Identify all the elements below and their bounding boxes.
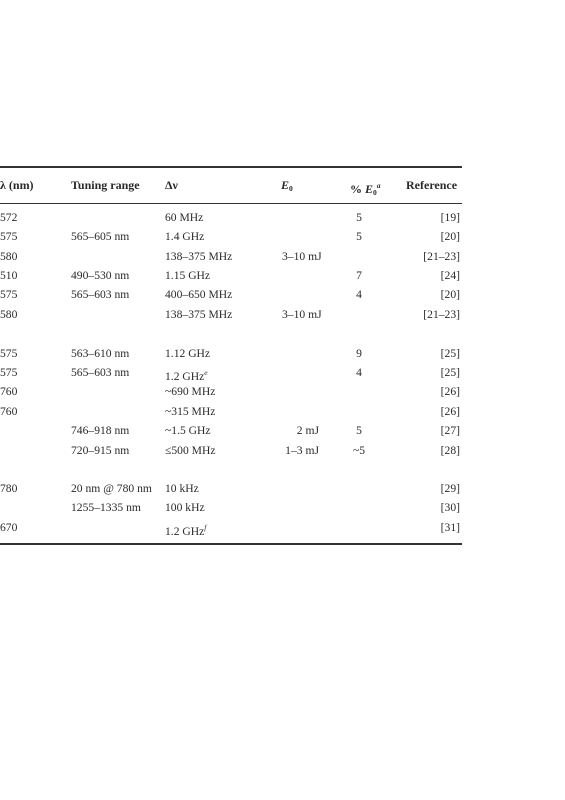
table-row	[0, 479, 462, 498]
cell-tuning-range: 563–610 nm	[71, 347, 130, 360]
cell-linewidth: 60 MHz	[165, 211, 204, 224]
table-row	[0, 208, 462, 227]
cell-linewidth: ≤500 MHz	[165, 444, 216, 457]
cell-wavelength: 510	[0, 269, 18, 282]
cell-pulse-energy: 3–10 mJ	[282, 308, 322, 321]
table-row	[0, 363, 462, 382]
cell-tuning-range: 565–605 nm	[71, 230, 130, 243]
cell-percent-energy: 4	[356, 288, 362, 301]
cell-percent-energy: 5	[356, 424, 362, 437]
table-row	[0, 441, 462, 460]
cell-wavelength: 572	[0, 211, 18, 224]
cell-reference: [20]	[440, 230, 460, 243]
cell-linewidth: 10 kHz	[165, 482, 199, 495]
cell-linewidth: 138–375 MHz	[165, 250, 233, 263]
cell-tuning-range: 490–530 nm	[71, 269, 130, 282]
cell-linewidth-footnote: f	[204, 523, 207, 532]
cell-percent-energy: 5	[356, 211, 362, 224]
cell-wavelength: 760	[0, 385, 18, 398]
cell-reference: [26]	[440, 385, 460, 398]
cell-linewidth: 138–375 MHz	[165, 308, 233, 321]
cell-reference: [24]	[440, 269, 460, 282]
cell-percent-energy: 4	[356, 366, 362, 379]
table-row	[0, 402, 462, 421]
cell-wavelength: 580	[0, 250, 18, 263]
cell-pulse-energy: 3–10 mJ	[282, 250, 322, 263]
header-pulse-energy-subscript: 0	[289, 184, 293, 193]
table-row	[0, 382, 462, 401]
table-bottom-rule	[0, 543, 462, 545]
cell-pulse-energy: 2 mJ	[296, 424, 319, 437]
cell-reference: [31]	[440, 521, 460, 534]
header-tuning-range: Tuning range	[71, 178, 140, 192]
cell-linewidth: 1.2 GHz	[165, 525, 205, 538]
header-pulse-energy	[281, 176, 293, 198]
cell-percent-energy: 9	[356, 347, 362, 360]
cell-wavelength: 575	[0, 366, 18, 379]
table-row	[0, 305, 462, 324]
cell-wavelength: 780	[0, 482, 18, 495]
header-percent-sign: %	[350, 182, 365, 196]
table-header	[0, 176, 462, 195]
cell-linewidth: 1.12 GHz	[165, 347, 211, 360]
header-percent-energy-footnote: a	[376, 181, 381, 190]
cell-wavelength: 575	[0, 347, 18, 360]
header-wavelength: λ (nm)	[0, 178, 34, 192]
cell-pulse-energy: 1–3 mJ	[285, 444, 319, 457]
cell-linewidth: ~690 MHz	[165, 385, 216, 398]
table-top-rule	[0, 166, 462, 168]
header-percent-energy-symbol: E	[365, 182, 374, 196]
cell-linewidth: 1.15 GHz	[165, 269, 211, 282]
header-linewidth: Δν	[165, 178, 178, 192]
cell-wavelength: 575	[0, 288, 18, 301]
cell-wavelength: 580	[0, 308, 18, 321]
cell-reference: [20]	[440, 288, 460, 301]
cell-wavelength: 670	[0, 521, 18, 534]
cell-wavelength: 575	[0, 230, 18, 243]
table-row	[0, 344, 462, 363]
cell-tuning-range: 565–603 nm	[71, 288, 130, 301]
cell-tuning-range: 746–918 nm	[71, 424, 130, 437]
cell-linewidth: 1.4 GHz	[165, 230, 205, 243]
cell-linewidth: ~315 MHz	[165, 405, 216, 418]
header-reference: Reference	[406, 178, 458, 192]
header-percent-energy-subscript: 0	[373, 188, 377, 197]
cell-linewidth-wrap	[165, 518, 206, 541]
table-row	[0, 285, 462, 304]
table-row	[0, 266, 462, 285]
cell-percent-energy: 7	[356, 269, 362, 282]
cell-linewidth: 1.2 GHz	[165, 370, 205, 383]
cell-linewidth: ~1.5 GHz	[165, 424, 211, 437]
cell-tuning-range: 20 nm @ 780 nm	[71, 482, 152, 495]
cell-reference: [29]	[440, 482, 460, 495]
table-row	[0, 227, 462, 246]
cell-percent-energy: ~5	[352, 444, 366, 457]
cell-percent-energy: 5	[356, 230, 362, 243]
cell-reference: [28]	[440, 444, 460, 457]
cell-reference: [25]	[440, 347, 460, 360]
table-header-rule	[0, 203, 462, 204]
cell-tuning-range: 1255–1335 nm	[71, 501, 141, 514]
table-row	[0, 518, 462, 537]
cell-reference: [26]	[440, 405, 460, 418]
cell-reference: [21–23]	[423, 250, 460, 263]
cell-wavelength: 760	[0, 405, 18, 418]
header-pulse-energy-symbol: E	[281, 178, 290, 192]
table-row	[0, 247, 462, 266]
cell-linewidth: 400–650 MHz	[165, 288, 233, 301]
cell-tuning-range: 720–915 nm	[71, 444, 130, 457]
cell-reference: [25]	[440, 366, 460, 379]
cell-reference: [19]	[440, 211, 460, 224]
cell-tuning-range: 565–603 nm	[71, 366, 130, 379]
table-row	[0, 498, 462, 517]
table-row	[0, 421, 462, 440]
cell-linewidth-footnote: e	[204, 368, 208, 377]
cell-reference: [21–23]	[423, 308, 460, 321]
cell-reference: [27]	[440, 424, 460, 437]
cell-linewidth: 100 kHz	[165, 501, 205, 514]
cell-reference: [30]	[440, 501, 460, 514]
header-percent-energy	[350, 176, 381, 202]
